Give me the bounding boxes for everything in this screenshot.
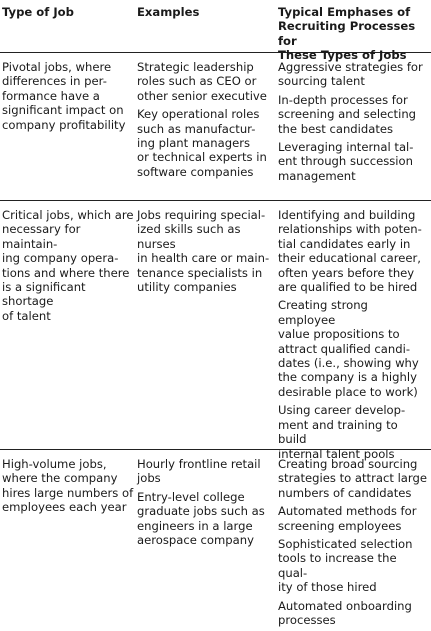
text-line: engineers in a large [137,518,253,533]
type-of-job-cell [2,60,134,132]
text-line: hires large numbers of [2,485,134,500]
text-line: Sophisticated selection [278,537,413,552]
text-line: Hourly frontline retail [137,457,261,471]
text-line: internal talent pools [278,446,395,461]
table-header [0,0,431,63]
text-line: company profitability [2,117,126,132]
text-line: ized skills such as nurses [137,222,241,251]
text-line: value propositions to [278,327,400,342]
text-line: strategies to attract large [278,471,427,486]
type-of-job-cell [2,208,134,323]
header-type-of-job [2,5,134,19]
emphasis-item [278,298,428,399]
text-line: formance have a [2,88,100,103]
emphasis-item [278,599,428,628]
emphasis-item [278,457,428,500]
text-line: Using career develop- [278,403,406,418]
text-line: where the company [2,471,118,486]
text-line: Creating strong employee [278,298,368,327]
text-line: Pivotal jobs, where [2,60,112,74]
text-line: tools to increase the qual- [278,551,397,580]
text-line: other senior executive [137,88,267,103]
text-line: their educational career, [278,251,421,266]
example-item [137,490,272,548]
emphasis-item [278,208,428,294]
type-of-job-cell [2,457,134,515]
header-examples-label: Examples [137,5,200,19]
example-item [137,457,272,486]
table-row [0,446,431,628]
examples-cell [137,60,272,183]
emphases-cell [278,457,428,631]
emphasis-item [278,504,428,533]
text-line: Automated onboarding [278,598,412,613]
text-line: significant impact on [2,103,124,118]
examples-cell [137,208,272,298]
emphases-cell [278,60,428,187]
text-line: the company is a highly [278,370,417,385]
text-line: Leveraging internal tal- [278,140,414,155]
table-row [0,200,431,461]
text-line: desirable place to work) [278,384,418,399]
text-line: differences in per- [2,74,107,89]
text-line: relationships with poten- [278,222,422,237]
text-line: in health care or main- [137,251,270,266]
text-line: graduate jobs such as [137,504,265,519]
emphasis-item [278,93,428,136]
text-line: Critical jobs, which are [2,208,134,222]
text-line: management [278,168,356,183]
text-line: tenance specialists in [137,265,263,280]
header-type-of-job-label: Type of Job [2,5,74,19]
text-line: High-volume jobs, [2,457,107,471]
text-line: Strategic leadership [137,60,254,74]
text-line: are qualified to be hired [278,280,418,295]
text-line: roles such as CEO or [137,74,257,89]
text-line: sourcing talent [278,74,365,89]
text-line: screening and selecting [278,107,417,122]
text-line: Identifying and building [278,208,416,222]
text-line: the best candidates [278,121,394,136]
text-line: ing plant managers [137,136,251,151]
text-line: Creating broad sourcing [278,457,418,471]
text-line: often years before they [278,265,415,280]
text-line: or technical experts in [137,150,267,165]
example-item [137,208,272,294]
text-line: employees each year [2,500,127,515]
text-line: is a significant shortage [2,280,86,309]
text-line: Jobs requiring special- [137,208,266,222]
text-line: utility companies [137,280,237,295]
text-line: software companies [137,164,254,179]
text-line: jobs [137,471,161,486]
text-line: tions and where there [2,265,130,280]
example-item [137,107,272,179]
emphasis-item [278,140,428,183]
text-line: Key operational roles [137,107,260,122]
text-line: ing company opera- [2,251,119,266]
text-line: attract qualified candi- [278,341,410,356]
text-line: Entry-level college [137,489,245,504]
text-line: numbers of candidates [278,485,412,500]
examples-cell [137,457,272,551]
table-row [0,52,431,200]
text-line: Automated methods for [278,504,417,519]
text-line: of talent [2,308,51,323]
header-emphases-line: These Types of Jobs [278,48,407,63]
example-item [137,60,272,103]
text-line: Aggressive strategies for [278,60,423,74]
text-line: screening employees [278,518,402,533]
text-line: processes [278,613,336,628]
emphases-cell [278,208,428,465]
text-line: dates (i.e., showing why [278,356,419,371]
text-line: In-depth processes for [278,92,408,107]
text-line: ity of those hired [278,580,377,595]
text-line: necessary for maintain- [2,222,81,251]
text-line: tial candidates early in [278,236,411,251]
header-examples [137,5,272,19]
text-line: such as manufactur- [137,121,256,136]
text-line: ent through succession [278,154,413,169]
header-emphases-line: Recruiting Processes for [278,19,416,48]
text-line: aerospace company [137,533,254,548]
emphasis-item [278,537,428,595]
text-line: ment and training to build [278,417,398,447]
header-emphases-line: Typical Emphases of [278,5,411,19]
emphasis-item [278,60,428,89]
